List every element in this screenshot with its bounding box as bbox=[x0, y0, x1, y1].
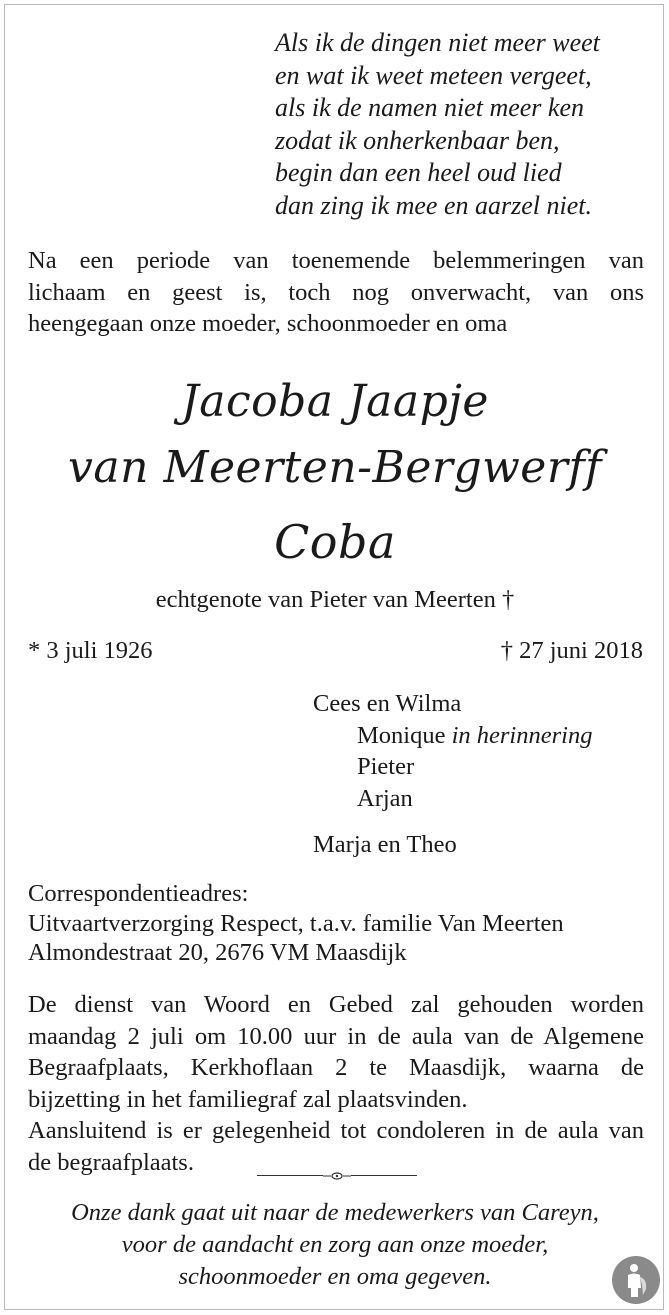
obituary-card bbox=[4, 4, 664, 1310]
service-line: de begraafplaats. bbox=[28, 1148, 194, 1176]
poem-line: Als ik de dingen niet meer weet bbox=[275, 28, 600, 57]
family-couple: Cees en Wilma bbox=[313, 690, 462, 717]
thanks-line: Onze dank gaat uit naar de medewerkers van Careyn, bbox=[71, 1199, 599, 1226]
address-line: Correspondentieadres: bbox=[28, 880, 249, 907]
grandchild: Pieter bbox=[357, 753, 415, 780]
thanks-line: voor de aandacht en zorg aan onze moeder, bbox=[121, 1231, 549, 1258]
spouse-line: echtgenote van Pieter van Meerten † bbox=[155, 586, 515, 613]
intro-text bbox=[28, 245, 644, 340]
intro-line: Na een periode van toenemende belemmeringen van bbox=[28, 247, 644, 274]
service-line: maandag 2 juli om 10.00 uur in de aula van de Algemene bbox=[28, 1022, 644, 1050]
intro-line: heengegaan onze moeder, schoonmoeder en oma bbox=[28, 310, 508, 337]
grandchild-name: Monique bbox=[357, 721, 446, 749]
birth-date: * 3 juli 1926 bbox=[28, 637, 153, 664]
thanks-line: schoonmoeder en oma gegeven. bbox=[178, 1263, 492, 1290]
service-line: Aansluitend is er gelegenheid tot condoleren in de aula van bbox=[28, 1117, 644, 1144]
grandchild bbox=[313, 720, 592, 752]
intro-line: lichaam en geest is, toch nog onverwacht, van ons bbox=[28, 278, 644, 306]
deceased-nickname: Coba bbox=[274, 515, 396, 569]
address-line: Almondestraat 20, 2676 VM Maasdijk bbox=[28, 939, 407, 966]
grandchild-note: in herinnering bbox=[451, 721, 593, 749]
family-couple: Marja en Theo bbox=[313, 831, 457, 858]
memorial-logo-icon bbox=[611, 1255, 661, 1305]
poem-line: begin dan een heel oud lied bbox=[275, 158, 562, 188]
family-list bbox=[313, 688, 592, 861]
thanks-text bbox=[5, 1197, 665, 1293]
address-line: Uitvaartverzorging Respect, t.a.v. familie Van Meerten bbox=[28, 909, 564, 937]
death-date: † 27 juni 2018 bbox=[500, 637, 643, 664]
poem-line: zodat ik onherkenbaar ben, bbox=[275, 125, 560, 155]
service-details bbox=[28, 989, 644, 1178]
ornament-divider-icon bbox=[257, 1170, 417, 1182]
correspondence-address bbox=[28, 879, 564, 968]
service-line: De dienst van Woord en Gebed zal gehouden worden bbox=[28, 991, 644, 1018]
deceased-name-line2: van Meerten-Bergwerff bbox=[68, 442, 602, 493]
service-line: Begraafplaats, Kerkhoflaan 2 te Maasdijk, waarna de bbox=[28, 1054, 644, 1081]
poem-line: en wat ik weet meteen vergeet, bbox=[275, 60, 592, 90]
deceased-name-line1: Jacoba Jaapje bbox=[181, 376, 489, 427]
service-line: bijzetting in het familiegraf zal plaatsvinden. bbox=[28, 1085, 468, 1113]
poem-line: als ik de namen niet meer ken bbox=[275, 93, 585, 123]
poem bbox=[275, 27, 600, 223]
poem-line: dan zing ik mee en aarzel niet. bbox=[275, 190, 592, 220]
grandchild: Arjan bbox=[357, 784, 413, 812]
